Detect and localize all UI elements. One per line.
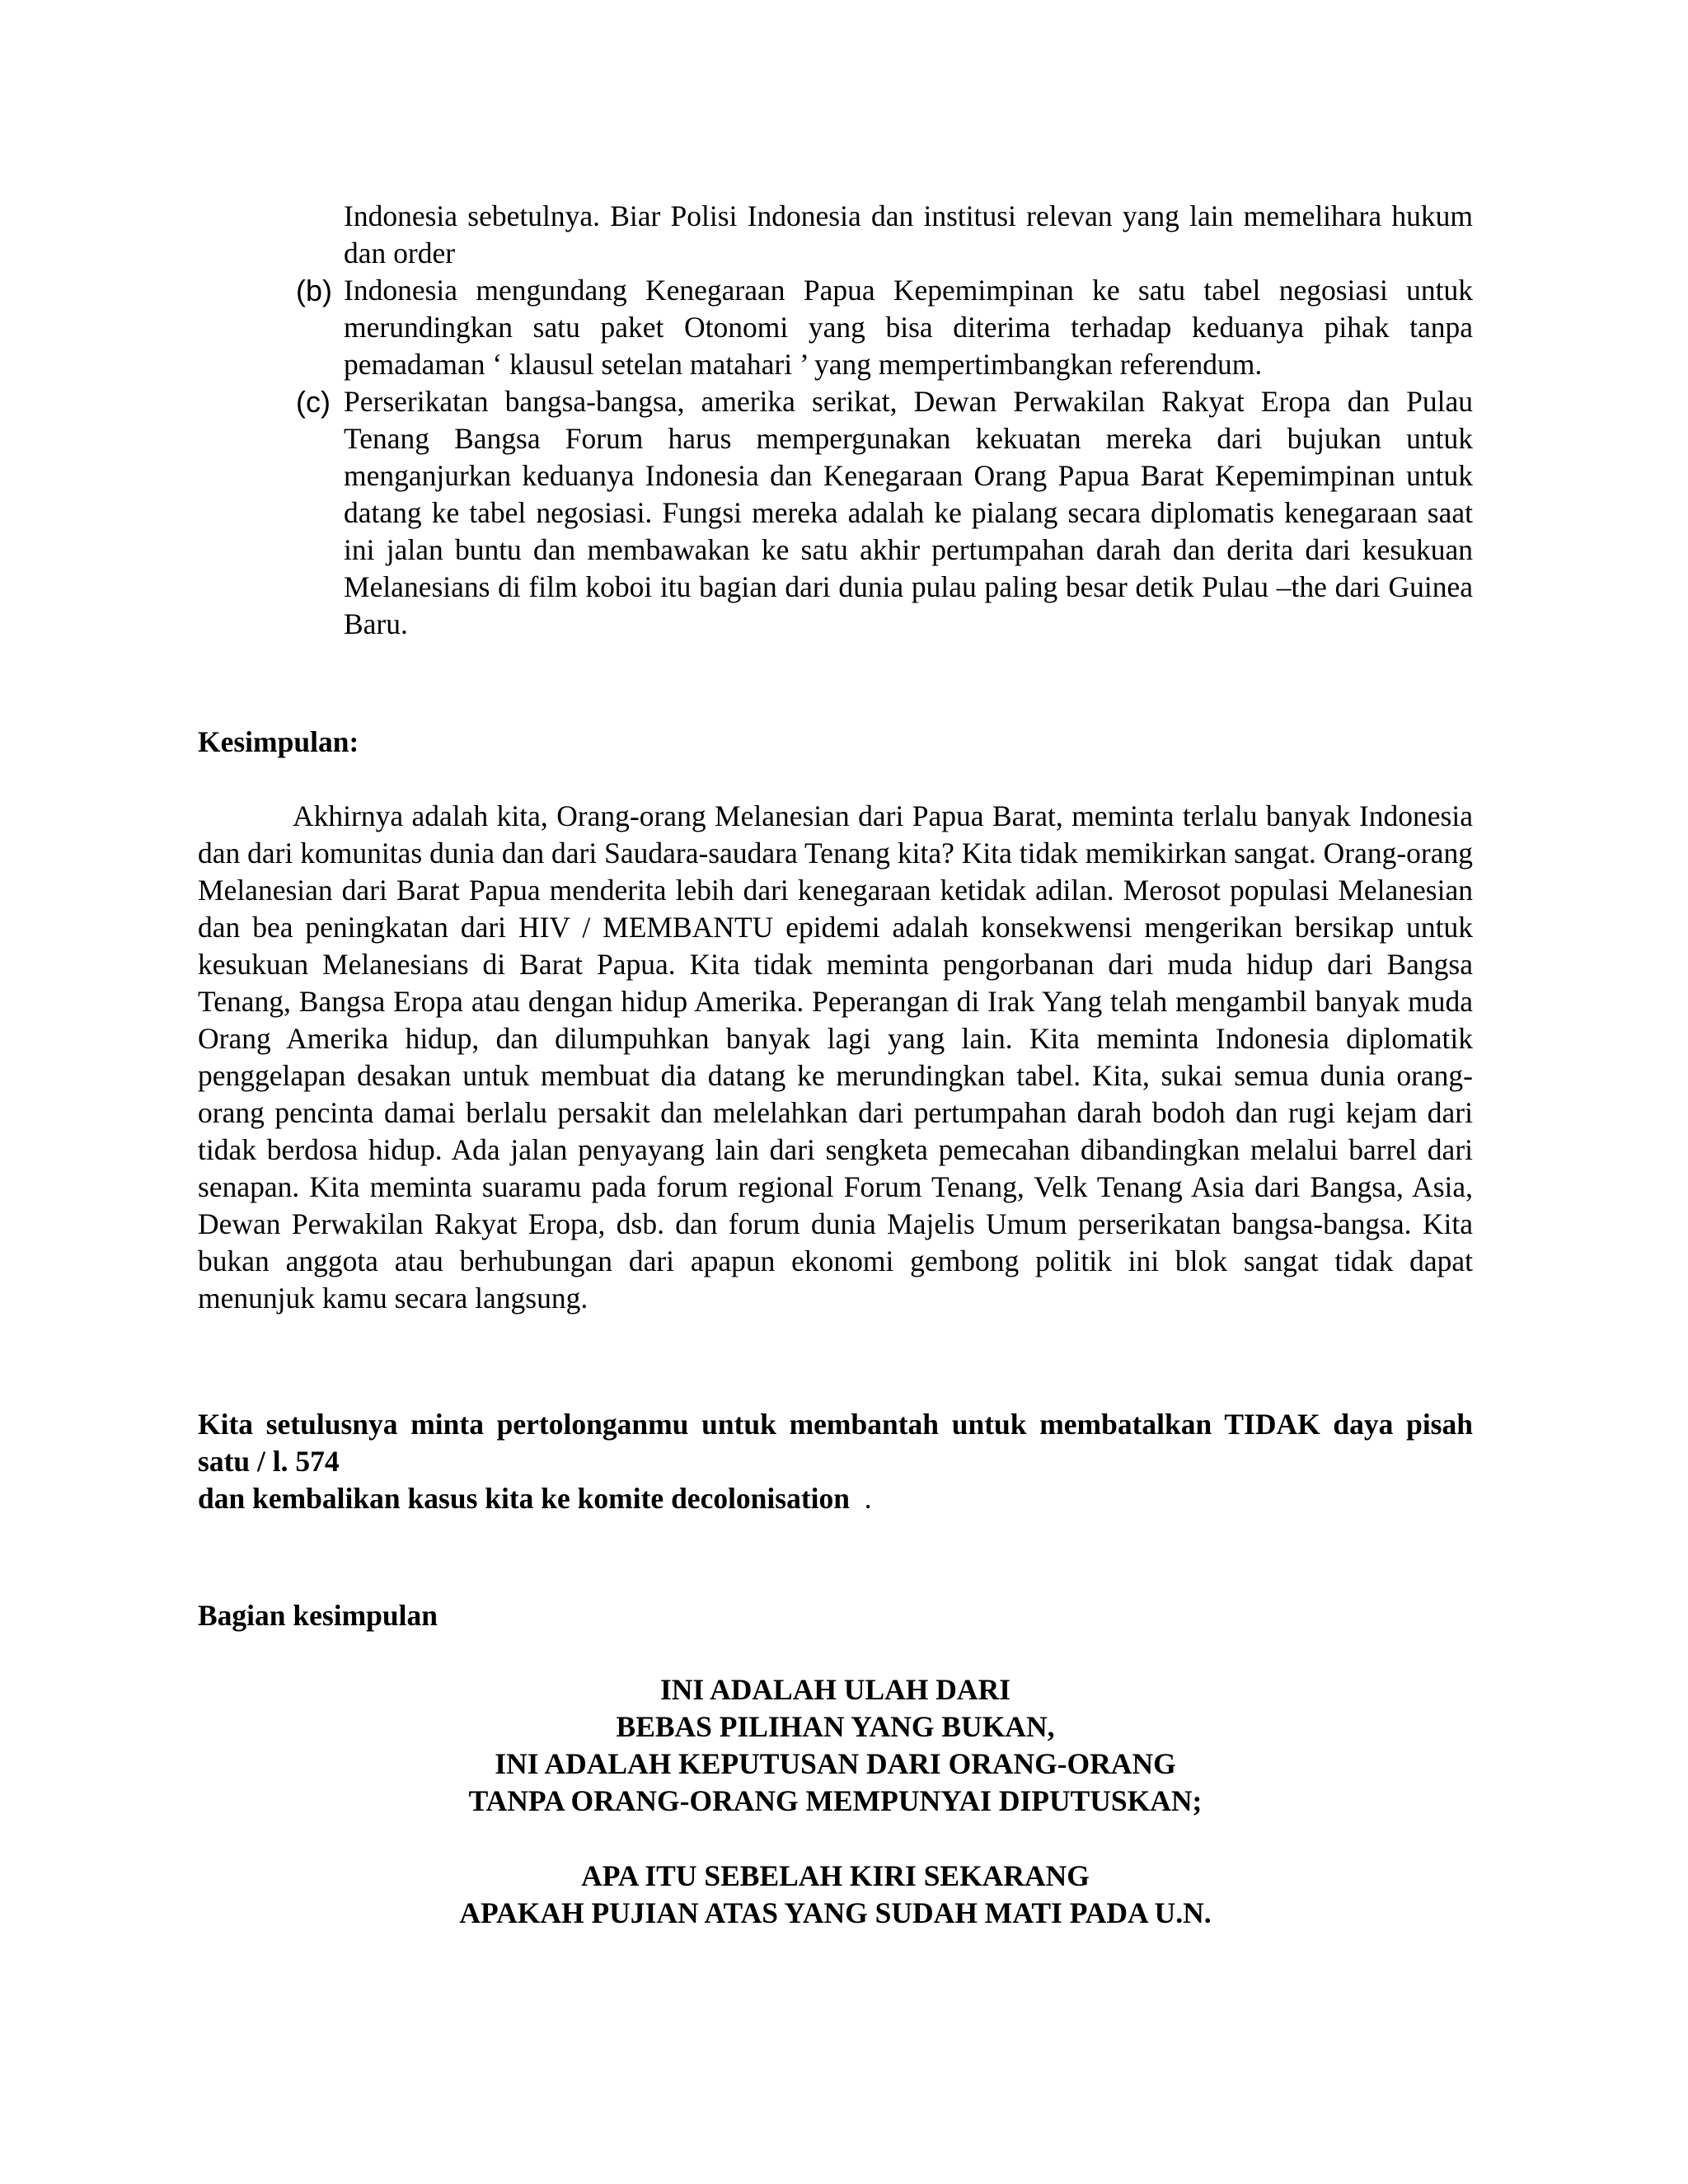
stanza-line: INI ADALAH ULAH DARI bbox=[659, 1673, 1011, 1706]
stanza-line: APAKAH PUJIAN ATAS YANG SUDAH MATI PADA U.N. bbox=[459, 1896, 1212, 1929]
list-item-text: Indonesia mengundang Kenegaraan Papua Kepemimpinan ke satu tabel negosiasi untuk merundingkan satu paket Otonomi yang bisa diterima terhadap keduanya pihak tanpa pemadaman ‘ klausul setelan matahari ’ yang mempertimbangkan referendum. bbox=[344, 274, 1473, 381]
list-item-text: Perserikatan bangsa-bangsa, amerika serikat, Dewan Perwakilan Rakyat Eropa dan Pulau Tenang Bangsa Forum harus mempergunakan kekuatan mereka dari bujukan untuk menganjurkan keduanya Indonesia dan Kenegaraan Orang Papua Barat Kepemimpinan untuk datang ke tabel negosiasi. Fungsi mereka adalah ke pialang secara diplomatis kenegaraan saat ini jalan buntu dan membawakan ke satu akhir pertumpahan darah dan derita dari kesukuan Melanesians di film koboi itu bagian dari dunia pulau paling besar detik Pulau –the dari Guinea Baru. bbox=[344, 385, 1473, 640]
conclusion-paragraph: Akhirnya adalah kita, Orang-orang Melanesian dari Papua Barat, meminta terlalu banyak Indonesia dan dari komunitas dunia dan dari Saudara-saudara Tenang kita? Kita tidak memikirkan sangat. Orang-orang Melanesian dari Barat Papua menderita lebih dari kenegaraan ketidak adilan. Merosot populasi Melanesian dan bea peningkatan dari HIV / MEMBANTU epidemi adalah konsekwensi mengerikan bersikap untuk kesukuan Melanesians di Barat Papua. Kita tidak meminta pengorbanan dari muda hidup dari Bangsa Tenang, Bangsa Eropa atau dengan hidup Amerika. Peperangan di Irak Yang telah mengambil banyak muda Orang Amerika hidup, dan dilumpuhkan banyak lagi yang lain. Kita meminta Indonesia diplomatik penggelapan desakan untuk membuat dia datang ke merundingkan tabel. Kita, sukai semua dunia orang-orang pencinta damai berlalu persakit dan melelahkan dari pertumpahan darah bodoh dan rugi kejam dari tidak berdosa hidup. Ada jalan penyayang lain dari sengketa pemecahan dibandingkan melalui barrel dari senapan. Kita meminta suaramu pada forum regional Forum Tenang, Velk Tenang Asia dari Bangsa, Asia, Dewan Perwakilan Rakyat Eropa, dsb. dan forum dunia Majelis Umum perserikatan bangsa-bangsa. Kita bukan anggota atau berhubungan dari apapun ekonomi gembong politik ini blok sangat tidak dapat menunjuk kamu secara langsung. bbox=[198, 799, 1473, 1315]
stanza-line: TANPA ORANG-ORANG MEMPUNYAI DIPUTUSKAN; bbox=[468, 1784, 1203, 1817]
conclusion-heading: Kesimpulan: bbox=[198, 725, 359, 758]
closing-stanza-1 bbox=[198, 1671, 1473, 1820]
stanza-line: INI ADALAH KEPUTUSAN DARI ORANG-ORANG bbox=[495, 1747, 1176, 1780]
stanza-line: APA ITU SEBELAH KIRI SEKARANG bbox=[581, 1859, 1090, 1892]
list-marker: (c) bbox=[296, 385, 331, 419]
list-marker: (b) bbox=[296, 274, 332, 307]
closing-heading: Bagian kesimpulan bbox=[198, 1599, 438, 1632]
list-item-c bbox=[296, 383, 1473, 643]
closing-stanza-2 bbox=[198, 1858, 1473, 1932]
request-line-2-period: . bbox=[864, 1482, 872, 1515]
request-line-2-text: dan kembalikan kasus kita ke komite decolonisation bbox=[198, 1482, 851, 1515]
request-text: Kita setulusnya minta pertolonganmu untuk membantah untuk membatalkan TIDAK daya pisah satu / l. 574 bbox=[198, 1408, 1473, 1478]
stanza-line: BEBAS PILIHAN YANG BUKAN, bbox=[616, 1710, 1055, 1743]
list-item-b bbox=[296, 272, 1473, 383]
continuation-text: Indonesia sebetulnya. Biar Polisi Indonesia dan institusi relevan yang lain memelihara hukum dan order bbox=[344, 199, 1473, 269]
request-line-2 bbox=[198, 1480, 872, 1517]
